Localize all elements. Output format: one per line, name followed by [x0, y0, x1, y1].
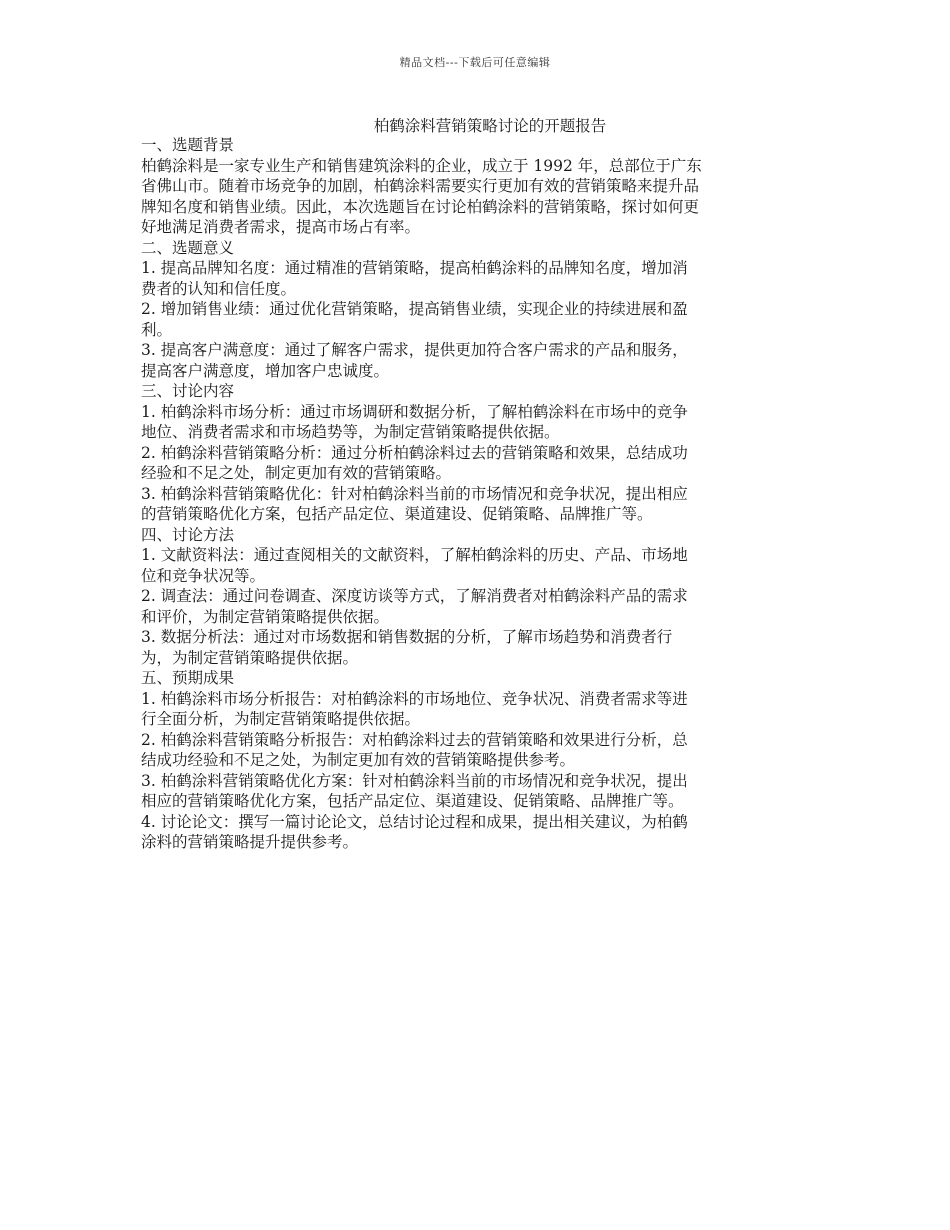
- section-heading: 二、选题意义: [141, 238, 235, 257]
- document-title: 柏鹤涂料营销策略讨论的开题报告: [373, 117, 607, 135]
- section-heading: 一、选题背景: [141, 136, 235, 154]
- section-significance: [141, 238, 811, 382]
- paragraph-line: 1. 柏鹤涂料市场分析报告：对柏鹤涂料的市场地位、竞争状况、消费者需求等进: [141, 689, 688, 708]
- paragraph-line: 利。: [141, 320, 173, 339]
- section-methods: [141, 525, 811, 669]
- paragraph-line: 和评价，为制定营销策略提供依据。: [141, 607, 390, 626]
- paragraph-line: 柏鹤涂料是一家专业生产和销售建筑涂料的企业，成立于 1992 年，总部位于广东: [141, 156, 702, 175]
- paragraph-line: 3. 柏鹤涂料营销策略优化方案：针对柏鹤涂料当前的市场情况和竞争状况，提出: [141, 771, 688, 790]
- paragraph-line: 2. 柏鹤涂料营销策略分析报告：对柏鹤涂料过去的营销策略和效果进行分析，总: [141, 730, 688, 749]
- section-expected-results: [141, 668, 811, 853]
- paragraph-line: 行全面分析，为制定营销策略提供依据。: [141, 710, 421, 728]
- section-heading: 三、讨论内容: [141, 382, 235, 400]
- paragraph-line: 3. 柏鹤涂料营销策略优化：针对柏鹤涂料当前的市场情况和竞争状况，提出相应: [141, 484, 688, 503]
- paragraph-line: 1. 文献资料法：通过查阅相关的文献资料，了解柏鹤涂料的历史、产品、市场地: [141, 546, 688, 564]
- paragraph-line: 位和竞争状况等。: [141, 566, 266, 585]
- paragraph-line: 的营销策略优化方案，包括产品定位、渠道建设、促销策略、品牌推广等。: [141, 505, 653, 523]
- section-background: [141, 135, 811, 238]
- paragraph-line: 2. 柏鹤涂料营销策略分析：通过分析柏鹤涂料过去的营销策略和效果，总结成功: [141, 443, 688, 462]
- paragraph-line: 结成功经验和不足之处，为制定更加有效的营销策略提供参考。: [141, 751, 576, 769]
- paragraph-line: 3. 数据分析法：通过对市场数据和销售数据的分析，了解市场趋势和消费者行: [141, 628, 673, 646]
- section-heading: 五、预期成果: [141, 669, 235, 687]
- paragraph-line: 提高客户满意度，增加客户忠诚度。: [141, 361, 390, 380]
- document-body: [141, 135, 811, 853]
- paragraph-line: 1. 提高品牌知名度：通过精准的营销策略，提高柏鹤涂料的品牌知名度，增加消: [141, 259, 688, 277]
- paragraph-line: 省佛山市。随着市场竞争的加剧，柏鹤涂料需要实行更加有效的营销策略来提升品: [141, 177, 700, 195]
- paragraph-line: 2. 调查法：通过问卷调查、深度访谈等方式，了解消费者对柏鹤涂料产品的需求: [141, 587, 688, 605]
- section-content: [141, 381, 811, 525]
- paragraph-line: 为，为制定营销策略提供依据。: [141, 648, 359, 667]
- page-header: 精品文档---下载后可任意编辑: [399, 56, 551, 69]
- paragraph-line: 经验和不足之处，制定更加有效的营销策略。: [141, 464, 452, 482]
- paragraph-line: 牌知名度和销售业绩。因此，本次选题旨在讨论柏鹤涂料的营销策略，探讨如何更: [141, 197, 700, 216]
- paragraph-line: 1. 柏鹤涂料市场分析：通过市场调研和数据分析，了解柏鹤涂料在市场中的竞争: [141, 402, 688, 421]
- paragraph-line: 好地满足消费者需求，提高市场占有率。: [141, 218, 421, 236]
- paragraph-line: 3. 提高客户满意度：通过了解客户需求，提供更加符合客户需求的产品和服务，: [141, 341, 688, 359]
- paragraph-line: 相应的营销策略优化方案，包括产品定位、渠道建设、促销策略、品牌推广等。: [141, 792, 684, 810]
- paragraph-line: 4. 讨论论文：撰写一篇讨论论文，总结讨论过程和成果，提出相关建议，为柏鹤: [141, 812, 688, 831]
- paragraph-line: 2. 增加销售业绩：通过优化营销策略，提高销售业绩，实现企业的持续进展和盈: [141, 300, 688, 318]
- paragraph-line: 地位、消费者需求和市场趋势等，为制定营销策略提供依据。: [141, 423, 560, 441]
- paragraph-line: 费者的认知和信任度。: [141, 279, 297, 298]
- section-heading: 四、讨论方法: [141, 525, 235, 544]
- paragraph-line: 涂料的营销策略提升提供参考。: [141, 833, 359, 851]
